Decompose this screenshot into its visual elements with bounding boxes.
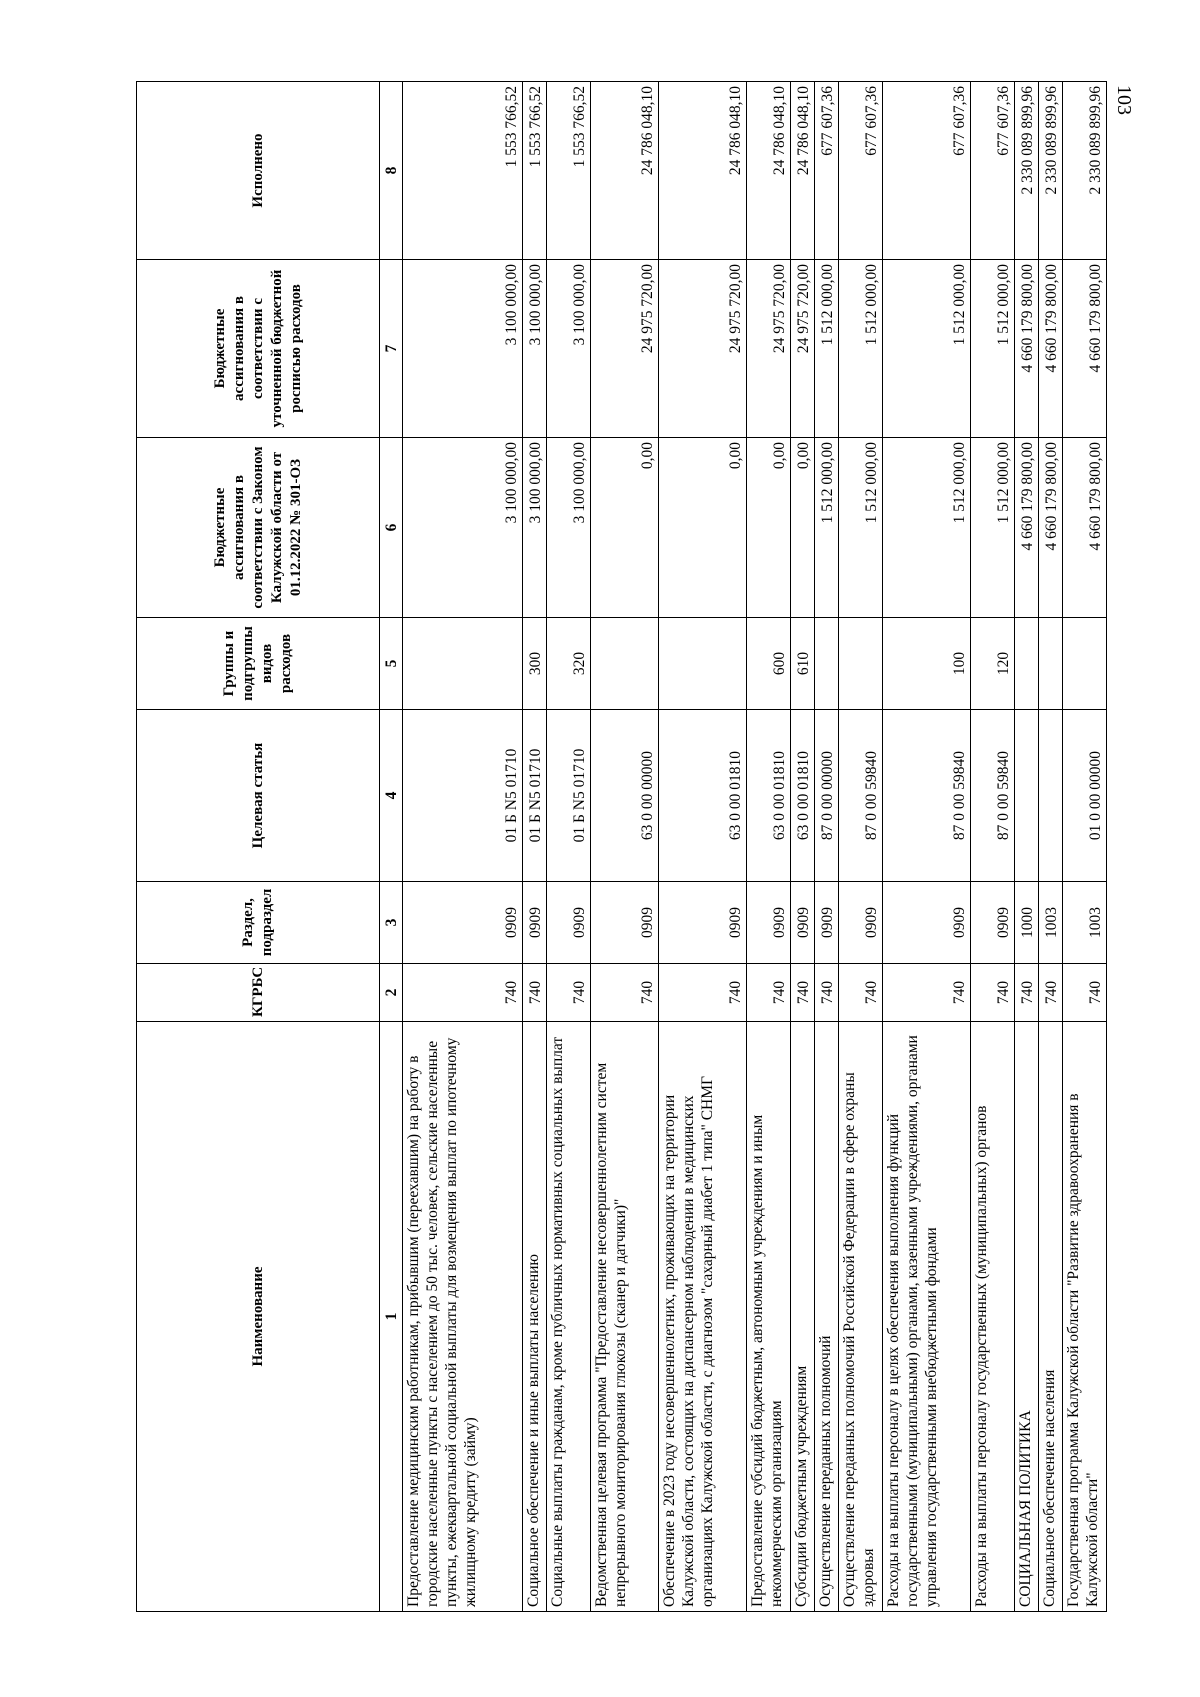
cell-expense-group: 120 bbox=[971, 618, 1015, 710]
cell-name: Социальные выплаты гражданам, кроме публичных нормативных социальных выплат bbox=[547, 1022, 591, 1612]
cell-plan-allocation: 3 100 000,00 bbox=[547, 260, 591, 438]
cell-law-allocation: 0,00 bbox=[659, 438, 747, 618]
cell-expense-group: 320 bbox=[547, 618, 591, 710]
cell-name: Расходы на выплаты персоналу в целях обеспечения выполнения функций государственными (муниципальными) органами, казенными учреждениями, органами управления государственными внебюджетными фондами bbox=[883, 1022, 971, 1612]
column-number: 2 bbox=[380, 964, 403, 1022]
cell-executed: 24 786 048,10 bbox=[591, 82, 659, 260]
cell-section: 0909 bbox=[523, 882, 547, 964]
cell-expense-group bbox=[591, 618, 659, 710]
cell-kgrbs: 740 bbox=[591, 964, 659, 1022]
cell-kgrbs: 740 bbox=[403, 964, 523, 1022]
cell-law-allocation: 1 512 000,00 bbox=[839, 438, 883, 618]
table-row bbox=[791, 82, 815, 1612]
cell-section: 0909 bbox=[659, 882, 747, 964]
cell-kgrbs: 740 bbox=[523, 964, 547, 1022]
cell-executed: 677 607,36 bbox=[839, 82, 883, 260]
table-header-row bbox=[137, 82, 380, 1612]
cell-plan-allocation: 24 975 720,00 bbox=[791, 260, 815, 438]
cell-target-article bbox=[1039, 710, 1063, 882]
cell-executed: 24 786 048,10 bbox=[791, 82, 815, 260]
cell-kgrbs: 740 bbox=[839, 964, 883, 1022]
header-plan-allocations: Бюджетные ассигнования в соответствии с уточненной бюджетной росписью расходов bbox=[137, 260, 380, 438]
cell-name: Социальное обеспечение и иные выплаты населению bbox=[523, 1022, 547, 1612]
table-body bbox=[403, 82, 1107, 1612]
table-row bbox=[523, 82, 547, 1612]
cell-plan-allocation: 3 100 000,00 bbox=[523, 260, 547, 438]
cell-target-article: 63 0 00 01810 bbox=[791, 710, 815, 882]
cell-target-article: 01 Б N5 01710 bbox=[523, 710, 547, 882]
cell-section: 0909 bbox=[403, 882, 523, 964]
header-law-allocations: Бюджетные ассигнования в соответствии с Законом Калужской области от 01.12.2022 № 301-ОЗ bbox=[137, 438, 380, 618]
cell-name: Предоставление субсидий бюджетным, автономным учреждениям и иным некоммерческим организациям bbox=[747, 1022, 791, 1612]
cell-law-allocation: 1 512 000,00 bbox=[815, 438, 839, 618]
cell-plan-allocation: 24 975 720,00 bbox=[659, 260, 747, 438]
cell-expense-group: 300 bbox=[523, 618, 547, 710]
table-row bbox=[1063, 82, 1107, 1612]
cell-law-allocation: 0,00 bbox=[791, 438, 815, 618]
cell-executed: 1 553 766,52 bbox=[403, 82, 523, 260]
cell-executed: 2 330 089 899,96 bbox=[1039, 82, 1063, 260]
cell-section: 0909 bbox=[883, 882, 971, 964]
cell-plan-allocation: 1 512 000,00 bbox=[971, 260, 1015, 438]
cell-law-allocation: 1 512 000,00 bbox=[883, 438, 971, 618]
budget-table bbox=[136, 81, 1107, 1612]
cell-name: Ведомственная целевая программа "Предоставление несовершеннолетним систем непрерывного мониторирования глюкозы (сканер и датчики)" bbox=[591, 1022, 659, 1612]
cell-target-article: 01 Б N5 01710 bbox=[403, 710, 523, 882]
cell-name: Государственная программа Калужской области "Развитие здравоохранения в Калужской области" bbox=[1063, 1022, 1107, 1612]
cell-section: 0909 bbox=[791, 882, 815, 964]
cell-executed: 677 607,36 bbox=[815, 82, 839, 260]
table-row bbox=[659, 82, 747, 1612]
cell-kgrbs: 740 bbox=[1063, 964, 1107, 1022]
cell-target-article bbox=[1015, 710, 1039, 882]
cell-section: 1003 bbox=[1063, 882, 1107, 964]
header-executed: Исполнено bbox=[137, 82, 380, 260]
cell-executed: 24 786 048,10 bbox=[747, 82, 791, 260]
cell-kgrbs: 740 bbox=[883, 964, 971, 1022]
cell-executed: 677 607,36 bbox=[971, 82, 1015, 260]
cell-section: 0909 bbox=[815, 882, 839, 964]
cell-plan-allocation: 1 512 000,00 bbox=[883, 260, 971, 438]
cell-kgrbs: 740 bbox=[1039, 964, 1063, 1022]
cell-law-allocation: 3 100 000,00 bbox=[403, 438, 523, 618]
table-row bbox=[1039, 82, 1063, 1612]
cell-target-article: 87 0 00 59840 bbox=[839, 710, 883, 882]
cell-target-article: 63 0 00 01810 bbox=[659, 710, 747, 882]
cell-plan-allocation: 24 975 720,00 bbox=[747, 260, 791, 438]
cell-kgrbs: 740 bbox=[659, 964, 747, 1022]
page-number: 103 bbox=[1113, 85, 1135, 115]
header-expense-groups: Группы и подгруппы видов расходов bbox=[137, 618, 380, 710]
cell-law-allocation: 3 100 000,00 bbox=[547, 438, 591, 618]
cell-section: 0909 bbox=[971, 882, 1015, 964]
header-section: Раздел, подраздел bbox=[137, 882, 380, 964]
cell-executed: 2 330 089 899,96 bbox=[1063, 82, 1107, 260]
cell-name: Осуществление переданных полномочий bbox=[815, 1022, 839, 1612]
column-number: 6 bbox=[380, 438, 403, 618]
cell-executed: 1 553 766,52 bbox=[547, 82, 591, 260]
cell-kgrbs: 740 bbox=[815, 964, 839, 1022]
cell-kgrbs: 740 bbox=[971, 964, 1015, 1022]
cell-executed: 2 330 089 899,96 bbox=[1015, 82, 1039, 260]
cell-target-article: 87 0 00 00000 bbox=[815, 710, 839, 882]
cell-law-allocation: 4 660 179 800,00 bbox=[1063, 438, 1107, 618]
cell-expense-group: 100 bbox=[883, 618, 971, 710]
table-row bbox=[839, 82, 883, 1612]
cell-section: 0909 bbox=[747, 882, 791, 964]
cell-expense-group bbox=[1063, 618, 1107, 710]
cell-name: Осуществление переданных полномочий Российской Федерации в сфере охраны здоровья bbox=[839, 1022, 883, 1612]
cell-name: Расходы на выплаты персоналу государственных (муниципальных) органов bbox=[971, 1022, 1015, 1612]
column-number: 1 bbox=[380, 1022, 403, 1612]
cell-plan-allocation: 4 660 179 800,00 bbox=[1063, 260, 1107, 438]
cell-kgrbs: 740 bbox=[1015, 964, 1039, 1022]
cell-law-allocation: 0,00 bbox=[747, 438, 791, 618]
cell-name: Предоставление медицинским работникам, прибывшим (переехавшим) на работу в городские населенные пункты с населением до 50 тыс. человек, сельские населенные пункты, ежеквартальной социальной выплаты для возмещения выплат по ипотечному жилищному кредиту (займу) bbox=[403, 1022, 523, 1612]
header-name: Наименование bbox=[137, 1022, 380, 1612]
header-kgrbs: КГРБС bbox=[137, 964, 380, 1022]
cell-section: 0909 bbox=[547, 882, 591, 964]
table-row bbox=[971, 82, 1015, 1612]
column-number: 4 bbox=[380, 710, 403, 882]
cell-expense-group bbox=[403, 618, 523, 710]
column-number-row bbox=[380, 82, 403, 1612]
cell-target-article: 01 0 00 00000 bbox=[1063, 710, 1107, 882]
cell-expense-group: 600 bbox=[747, 618, 791, 710]
cell-plan-allocation: 4 660 179 800,00 bbox=[1039, 260, 1063, 438]
cell-section: 0909 bbox=[839, 882, 883, 964]
cell-target-article: 63 0 00 00000 bbox=[591, 710, 659, 882]
table-row bbox=[883, 82, 971, 1612]
column-number: 5 bbox=[380, 618, 403, 710]
cell-kgrbs: 740 bbox=[791, 964, 815, 1022]
column-number: 7 bbox=[380, 260, 403, 438]
cell-target-article: 87 0 00 59840 bbox=[971, 710, 1015, 882]
cell-name: Социальное обеспечение населения bbox=[1039, 1022, 1063, 1612]
cell-target-article: 87 0 00 59840 bbox=[883, 710, 971, 882]
cell-name: Обеспечение в 2023 году несовершеннолетних, проживающих на территории Калужской области, состоящих на диспансерном наблюдении в медицинских организациях Калужской области, с диагнозом "сахарный диабет 1 типа" СНМГ bbox=[659, 1022, 747, 1612]
header-target-article: Целевая статья bbox=[137, 710, 380, 882]
column-number: 8 bbox=[380, 82, 403, 260]
cell-name: СОЦИАЛЬНАЯ ПОЛИТИКА bbox=[1015, 1022, 1039, 1612]
cell-section: 1000 bbox=[1015, 882, 1039, 964]
table-row bbox=[747, 82, 791, 1612]
cell-expense-group bbox=[1039, 618, 1063, 710]
table-row bbox=[1015, 82, 1039, 1612]
cell-target-article: 63 0 00 01810 bbox=[747, 710, 791, 882]
cell-section: 0909 bbox=[591, 882, 659, 964]
cell-section: 1003 bbox=[1039, 882, 1063, 964]
cell-plan-allocation: 1 512 000,00 bbox=[839, 260, 883, 438]
budget-table-sheet bbox=[136, 82, 1104, 1612]
cell-plan-allocation: 1 512 000,00 bbox=[815, 260, 839, 438]
table-row bbox=[815, 82, 839, 1612]
cell-executed: 24 786 048,10 bbox=[659, 82, 747, 260]
table-row bbox=[591, 82, 659, 1612]
column-number: 3 bbox=[380, 882, 403, 964]
cell-executed: 677 607,36 bbox=[883, 82, 971, 260]
cell-kgrbs: 740 bbox=[747, 964, 791, 1022]
cell-target-article: 01 Б N5 01710 bbox=[547, 710, 591, 882]
cell-plan-allocation: 24 975 720,00 bbox=[591, 260, 659, 438]
cell-law-allocation: 4 660 179 800,00 bbox=[1015, 438, 1039, 618]
cell-plan-allocation: 3 100 000,00 bbox=[403, 260, 523, 438]
table-row bbox=[547, 82, 591, 1612]
cell-law-allocation: 0,00 bbox=[591, 438, 659, 618]
cell-law-allocation: 4 660 179 800,00 bbox=[1039, 438, 1063, 618]
cell-plan-allocation: 4 660 179 800,00 bbox=[1015, 260, 1039, 438]
cell-executed: 1 553 766,52 bbox=[523, 82, 547, 260]
cell-law-allocation: 3 100 000,00 bbox=[523, 438, 547, 618]
cell-law-allocation: 1 512 000,00 bbox=[971, 438, 1015, 618]
cell-expense-group bbox=[839, 618, 883, 710]
cell-expense-group bbox=[815, 618, 839, 710]
cell-expense-group bbox=[659, 618, 747, 710]
cell-kgrbs: 740 bbox=[547, 964, 591, 1022]
table-row bbox=[403, 82, 523, 1612]
cell-expense-group bbox=[1015, 618, 1039, 710]
cell-name: Субсидии бюджетным учреждениям bbox=[791, 1022, 815, 1612]
cell-expense-group: 610 bbox=[791, 618, 815, 710]
